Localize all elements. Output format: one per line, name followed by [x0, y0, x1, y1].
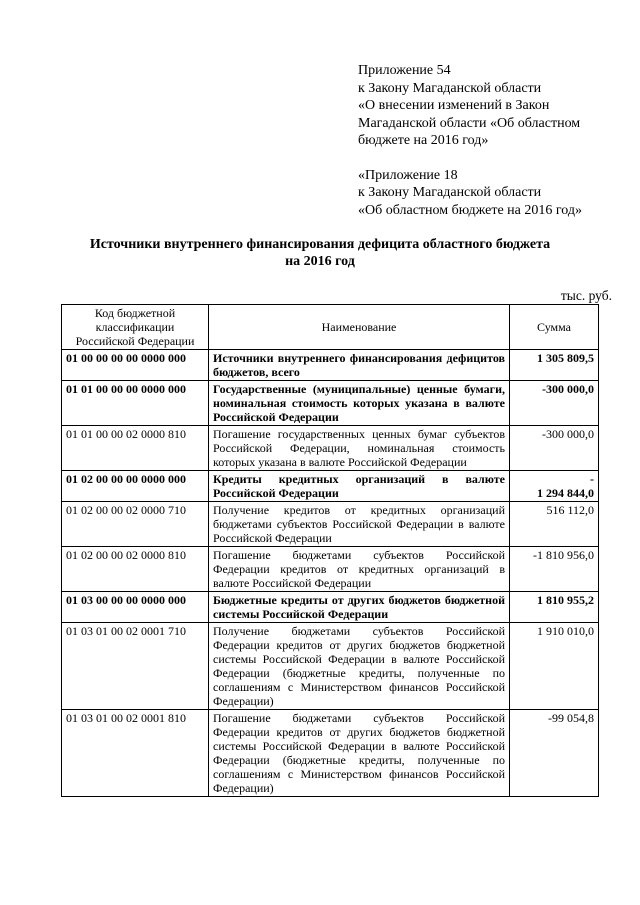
- row-sum: -1 810 956,0: [510, 547, 599, 592]
- table-row: [62, 350, 599, 381]
- header-name: Наименование: [209, 305, 510, 350]
- row-name: Погашение бюджетами субъектов Российской Федерации кредитов от других бюджетов бюджетной системы Российской Федерации в валюте Российской Федерации (бюджетные кредиты, полученные по соглашениям с Министерством финансов Российской Федерации): [209, 710, 510, 797]
- row-name: Кредиты кредитных организаций в валюте Российской Федерации: [209, 471, 510, 502]
- header-line: Приложение 54: [358, 63, 451, 78]
- header-sum: Сумма: [510, 305, 599, 350]
- title-line-2: на 2016 год: [285, 254, 355, 269]
- row-name: Бюджетные кредиты от других бюджетов бюджетной системы Российской Федерации: [209, 592, 510, 623]
- header-line: «Об областном бюджете на 2016 год»: [358, 202, 582, 218]
- row-code: 01 03 01 00 02 0001 710: [62, 623, 209, 710]
- row-sum: 1 305 809,5: [510, 350, 599, 381]
- row-sum: -300 000,0: [510, 426, 599, 471]
- row-sum: 516 112,0: [510, 502, 599, 547]
- table-row: [62, 547, 599, 592]
- header-line: «Приложение 18: [358, 167, 458, 183]
- row-code: 01 02 00 00 02 0000 710: [62, 502, 209, 547]
- table-row: [62, 502, 599, 547]
- header-line: бюджете на 2016 год»: [358, 133, 489, 148]
- table-row: [62, 592, 599, 623]
- header-line: к Закону Магаданской области: [358, 185, 542, 200]
- table-row: [62, 471, 599, 502]
- table-row: [62, 381, 599, 426]
- table-header-row: [62, 305, 599, 350]
- header-code: Код бюджетной классификации Российской Федерации: [62, 305, 209, 350]
- header-line: к Закону Магаданской области: [358, 80, 542, 96]
- row-name: Погашение государственных ценных бумаг субъектов Российской Федерации, номинальная стоимость которых указана в валюте Российской Федерации: [209, 426, 510, 471]
- row-code: 01 02 00 00 00 0000 000: [62, 471, 209, 502]
- table-row: [62, 710, 599, 797]
- row-sum: [510, 471, 599, 502]
- row-code: 01 01 00 00 00 0000 000: [62, 381, 209, 426]
- header-gap: [358, 150, 633, 167]
- units-label: тыс. руб.: [560, 288, 612, 303]
- row-sum-prefix: -: [590, 472, 594, 486]
- row-sum: -300 000,0: [510, 381, 599, 426]
- title-line-1: Источники внутреннего финансирования дефицита областного бюджета: [89, 237, 551, 252]
- row-name: Получение кредитов от кредитных организаций бюджетами субъектов Российской Федерации в валюте Российской Федерации: [209, 502, 510, 547]
- row-code: 01 03 01 00 02 0001 810: [62, 710, 209, 797]
- row-sum: -99 054,8: [510, 710, 599, 797]
- row-code: 01 02 00 00 02 0000 810: [62, 547, 209, 592]
- header-line: «О внесении изменений в Закон: [358, 98, 550, 113]
- document-title: [40, 236, 600, 270]
- table-body: [62, 350, 599, 797]
- table-row: [62, 623, 599, 710]
- row-name: Погашение бюджетами субъектов Российской Федерации кредитов от кредитных организаций в валюте Российской Федерации: [209, 547, 510, 592]
- row-name: Источники внутреннего финансирования дефицитов бюджетов, всего: [209, 350, 510, 381]
- financing-sources-table: [61, 304, 599, 797]
- row-code: 01 01 00 00 02 0000 810: [62, 426, 209, 471]
- appendix-header: [358, 62, 633, 219]
- row-sum: 1 810 955,2: [510, 592, 599, 623]
- header-line: Магаданской области «Об областном: [358, 115, 581, 131]
- table-row: [62, 426, 599, 471]
- row-sum-value: 1 294 844,0: [537, 486, 594, 500]
- row-name: Государственные (муниципальные) ценные бумаги, номинальная стоимость которых указана в валюте Российской Федерации: [209, 381, 510, 426]
- row-sum: 1 910 010,0: [510, 623, 599, 710]
- row-code: 01 00 00 00 00 0000 000: [62, 350, 209, 381]
- row-code: 01 03 00 00 00 0000 000: [62, 592, 209, 623]
- row-name: Получение бюджетами субъектов Российской Федерации кредитов от других бюджетов бюджетной системы Российской Федерации в валюте Российской Федерации (бюджетные кредиты, полученные по соглашениям с Министерством финансов Российской Федерации): [209, 623, 510, 710]
